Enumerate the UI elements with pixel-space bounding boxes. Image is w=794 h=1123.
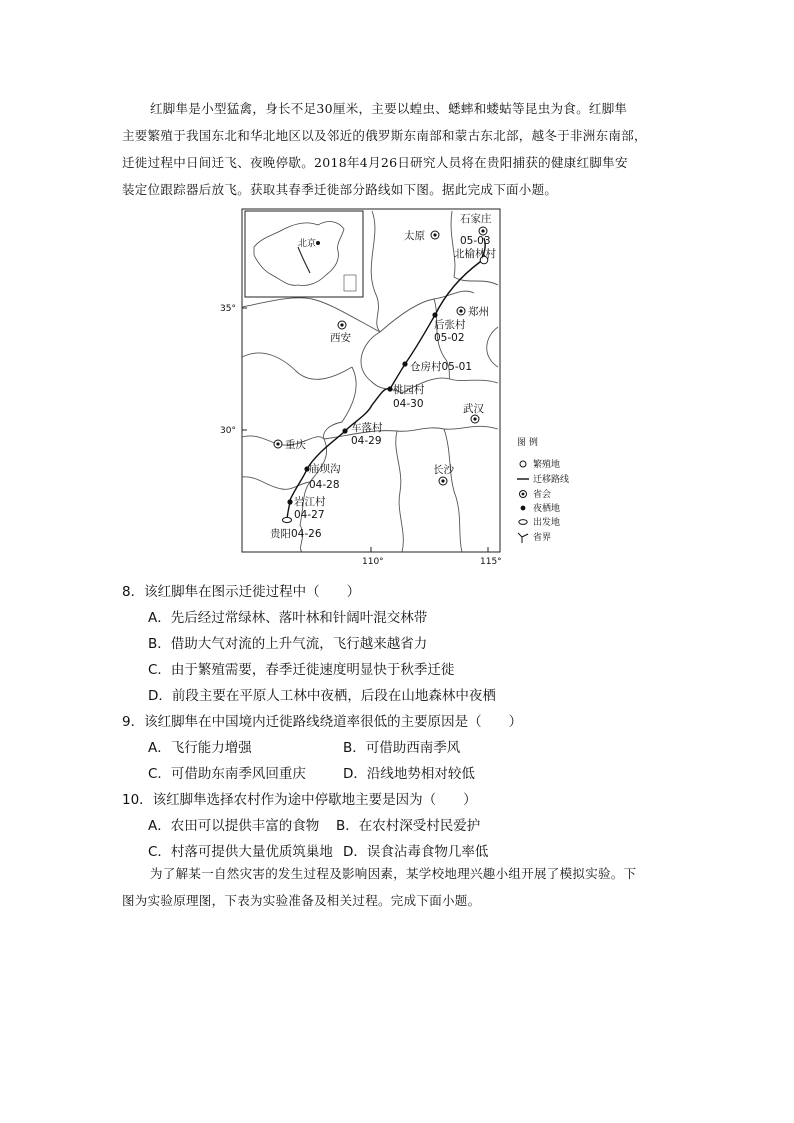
question-9-option-d: D．沿线地势相对较低 [343,766,475,782]
intro2-line: 图为实验原理图，下表为实验准备及相关过程。完成下面小题。 [122,893,481,908]
intro-paragraph [122,95,678,203]
svg-text:桃园村: 桃园村 [393,384,425,396]
lon-label: 115° [480,557,502,567]
svg-text:04-29: 04-29 [351,435,382,447]
intro-line: 主要繁殖于我国东北和华北地区以及邻近的俄罗斯东南部和蒙古东北部，越冬于非洲东南部， [122,128,647,143]
legend-item: 省会 [533,490,552,500]
question-8-option-c: C．由于繁殖需要，春季迁徙速度明显快于秋季迁徙 [148,662,455,678]
question-10-option-c: C．村落可提供大量优质筑巢地 [148,844,333,860]
intro-line: 迁徙过程中日间迁飞、夜晚停歇。2018年4月26日研究人员将在贵阳捕获的健康红脚隼安 [122,155,628,170]
breeding-destination [454,235,496,264]
night-roost-stop [402,360,472,373]
svg-text:武汉: 武汉 [463,403,484,415]
lat-label: 35° [220,304,236,314]
svg-text:后张村: 后张村 [434,319,466,331]
svg-text:西安: 西安 [330,332,351,344]
svg-text:石家庄: 石家庄 [460,213,492,225]
svg-text:05-02: 05-02 [434,332,465,344]
svg-text:仓房村05-01: 仓房村05-01 [410,361,473,373]
legend-box [513,433,593,548]
svg-text:05-03: 05-03 [460,235,491,247]
svg-text:庙坝沟: 庙坝沟 [309,463,341,475]
svg-text:长沙: 长沙 [433,464,454,476]
question-9-option-a: A．飞行能力增强 [148,740,252,756]
question-10-option-d: D．误食沾毒食物几率低 [343,844,489,860]
question-9-option-c: C．可借助东南季风回重庆 [148,766,306,782]
svg-text:岩江村: 岩江村 [294,496,326,508]
intro-line: 红脚隼是小型猛禽，身长不足30厘米，主要以蝗虫、蟋蟀和蝼蛄等昆虫为食。红脚隼 [150,101,628,116]
question-9-stem: 9．该红脚隼在中国境内迁徙路线绕道率很低的主要原因是（ ） [122,714,523,730]
legend-item: 省界 [533,533,552,543]
experiment-intro-paragraph [122,860,678,914]
legend-item: 夜栖地 [533,504,561,514]
question-8-option-a: A．先后经过常绿林、落叶林和针阔叶混交林带 [148,610,428,626]
intro-line: 装定位跟踪器后放飞。获取其春季迁徙部分路线如下图。据此完成下面小题。 [122,182,558,197]
china-inset-map [245,211,363,297]
legend-item: 繁殖地 [533,460,561,470]
question-10-option-a: A．农田可以提供丰富的食物 [148,818,320,834]
lat-label: 30° [220,426,236,436]
question-8-option-d: D．前段主要在平原人工林中夜栖，后段在山地森林中夜栖 [148,688,496,704]
svg-text:车落村: 车落村 [351,422,383,434]
intro2-line: 为了解某一自然灾害的发生过程及影响因素，某学校地理兴趣小组开展了模拟实验。下 [150,866,637,881]
svg-text:04-28: 04-28 [309,479,340,491]
svg-text:贵阳04-26: 贵阳04-26 [270,528,322,540]
question-10-option-b: B．在农村深受村民爱护 [336,818,481,834]
question-9-option-b: B．可借助西南季风 [343,740,461,756]
question-8-stem: 8．该红脚隼在图示迁徙过程中（ ） [122,584,361,600]
inset-beijing-label: 北京 [298,239,317,249]
svg-text:重庆: 重庆 [285,439,306,451]
lon-label: 110° [362,557,384,567]
migration-route-map [212,207,508,569]
svg-text:04-27: 04-27 [294,509,325,521]
svg-text:太原: 太原 [404,230,425,242]
svg-text:北榆林村: 北榆林村 [454,248,496,260]
legend-title: 图 例 [517,438,538,448]
legend-item: 迁移路线 [533,475,570,485]
legend-item: 出发地 [533,518,561,528]
question-10-stem: 10．该红脚隼选择农村作为途中停歇地主要是因为（ ） [122,792,477,808]
svg-text:04-30: 04-30 [393,398,424,410]
svg-text:郑州: 郑州 [468,306,489,318]
question-8-option-b: B．借助大气对流的上升气流，飞行越来越省力 [148,636,428,652]
